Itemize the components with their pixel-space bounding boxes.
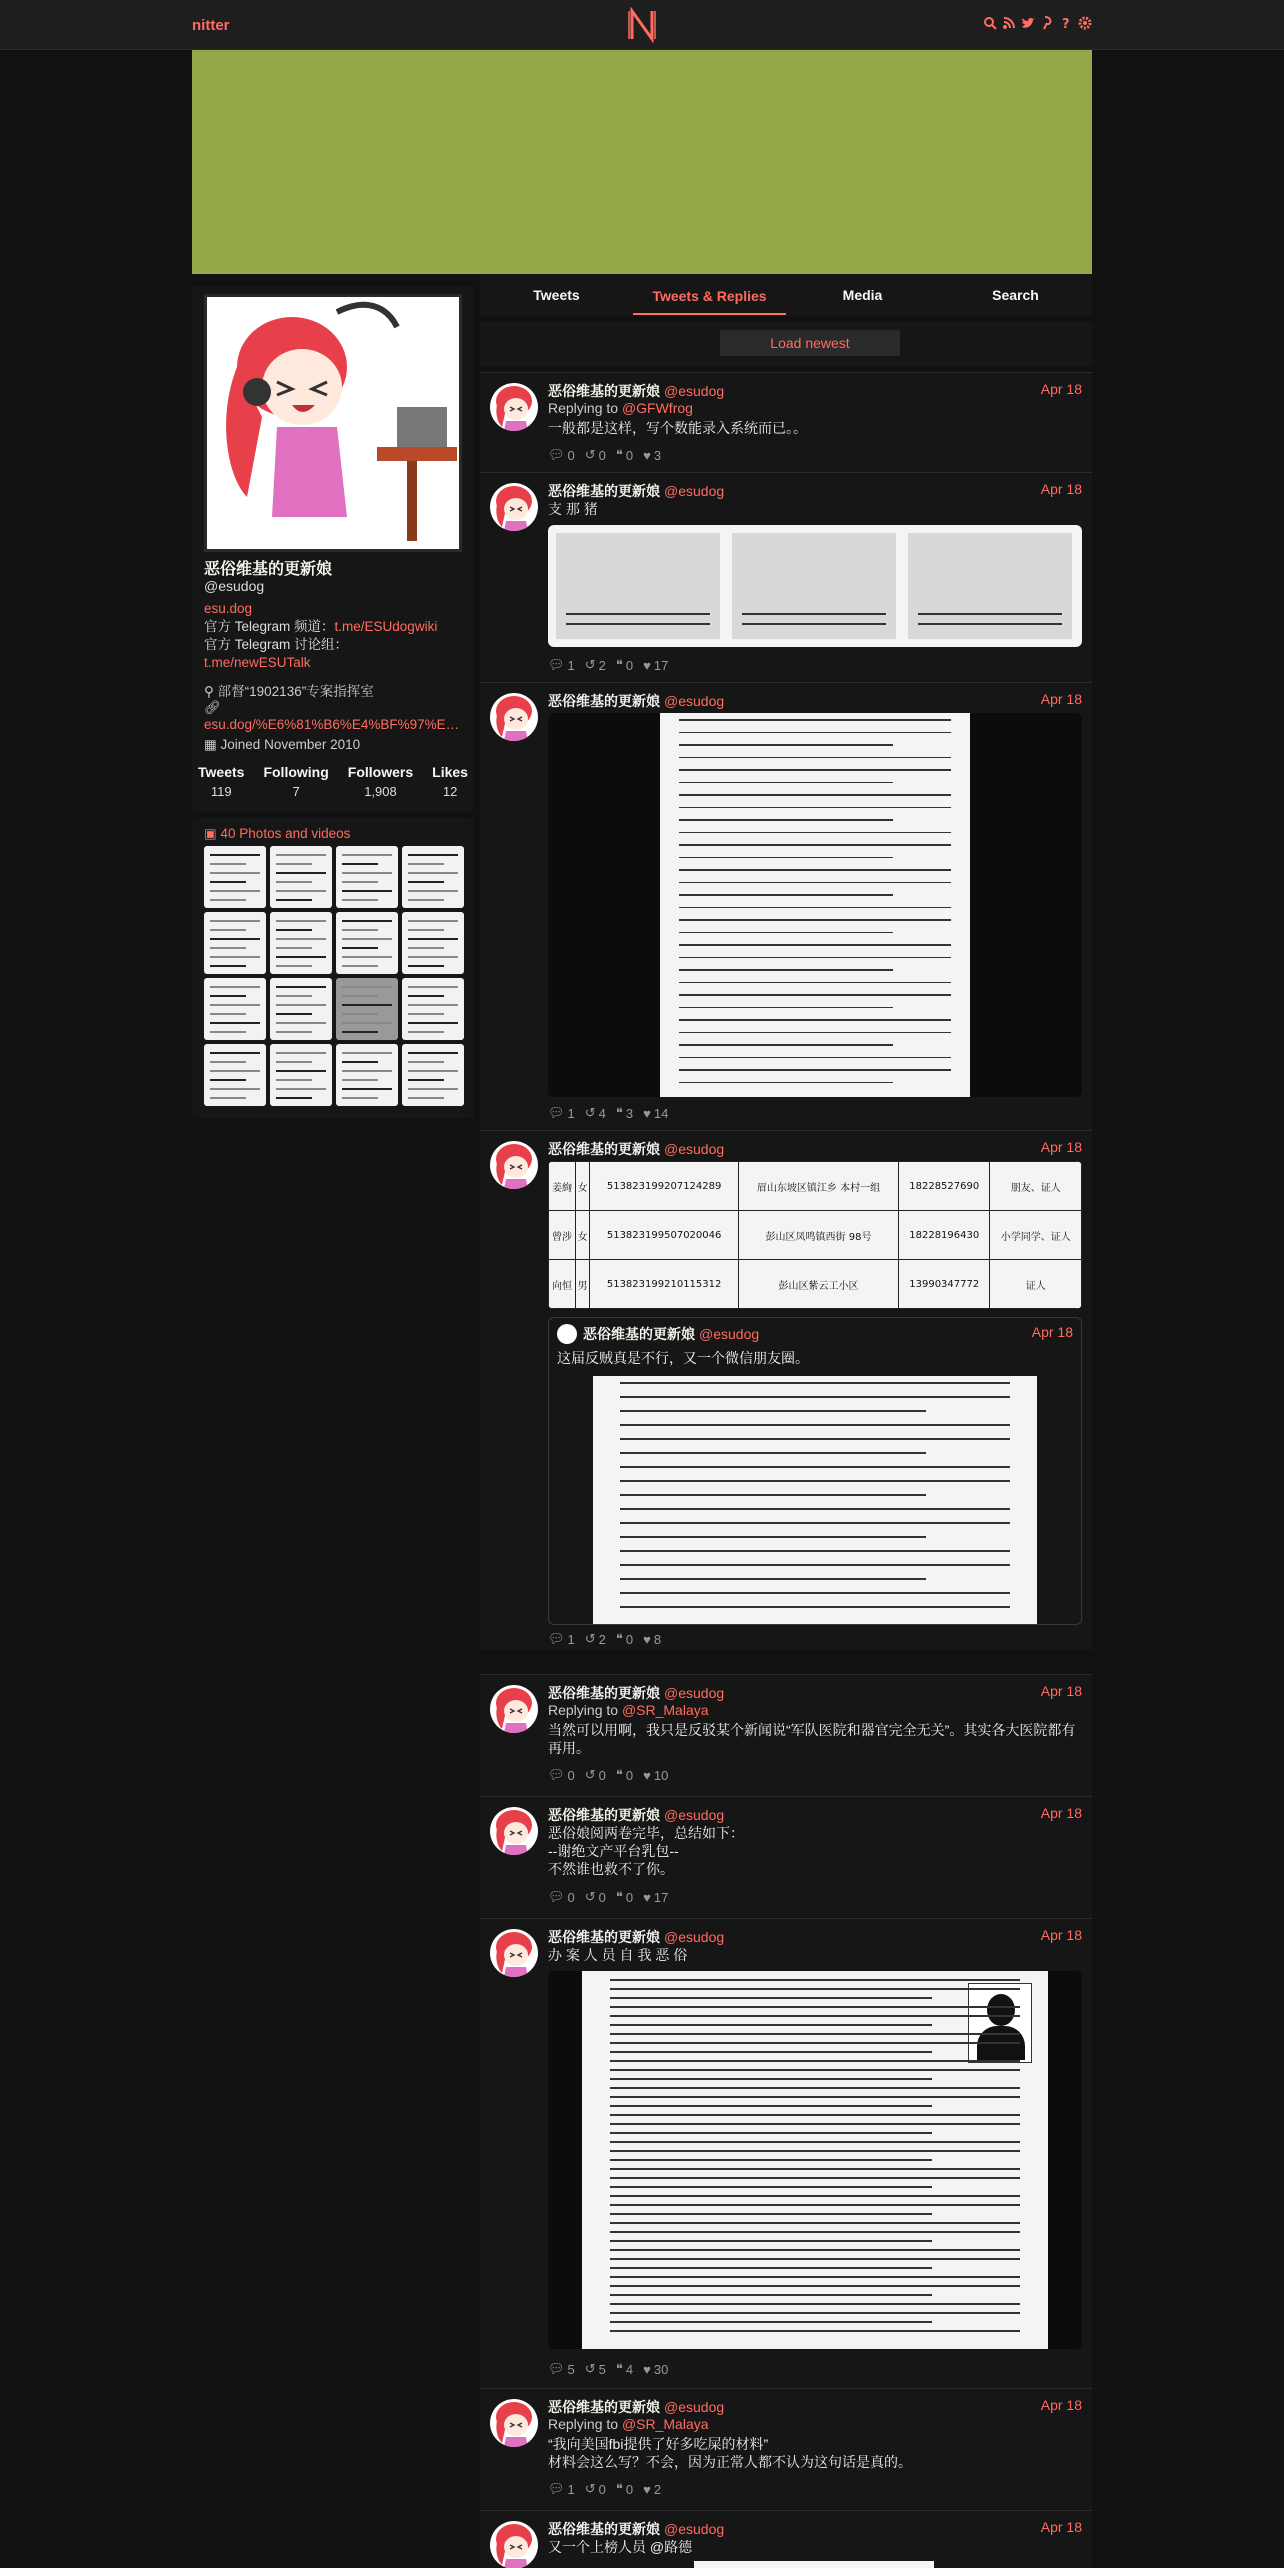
photo-thumbnail[interactable] [270, 978, 332, 1040]
table-cell: 女 [576, 1162, 590, 1211]
quote-count[interactable]: ❝ 0 [615, 2481, 634, 2497]
stat-likes[interactable] [432, 764, 468, 799]
tweet-text-line: 恶俗娘阅两卷完毕，总结如下： [548, 1825, 744, 1841]
author-name: 恶俗维基的更新娘 [548, 2521, 660, 2537]
id-card-image [732, 533, 896, 639]
replying-to [548, 1702, 709, 1718]
profile-banner[interactable] [192, 50, 1092, 274]
quote-count[interactable]: ❝ 3 [615, 1105, 634, 1121]
like-count[interactable]: ♥ 30 [643, 2361, 669, 2377]
tweet-image-handwritten[interactable] [548, 713, 1082, 1097]
profile-card [192, 286, 474, 812]
tweet[interactable] [480, 1674, 1092, 1796]
quote-count-value: 0 [625, 1767, 634, 1783]
photo-thumbnail[interactable] [270, 846, 332, 908]
like-count-value: 10 [653, 1767, 669, 1783]
bio-line1-text: 官方 Telegram 频道： [204, 619, 335, 634]
twitter-icon[interactable] [1021, 16, 1035, 30]
navbar [0, 0, 1284, 50]
replying-label: Replying to [548, 400, 622, 416]
retweet-count[interactable]: ↺ 0 [584, 2481, 606, 2497]
table-cell: 向恒 [549, 1260, 576, 1309]
tweet-date[interactable]: Apr 18 [1040, 1683, 1082, 1699]
tweet-text-line: --谢绝文产平台乳包-- [548, 1843, 679, 1859]
like-count[interactable]: ♥ 3 [643, 447, 662, 463]
load-newest-button[interactable]: Load newest [720, 330, 900, 356]
image-icon: ▣ [204, 826, 217, 841]
brand-link[interactable]: nitter [192, 17, 230, 34]
author-name: 恶俗维基的更新娘 [548, 1141, 660, 1157]
tweet-date[interactable]: Apr 18 [1040, 481, 1082, 497]
tweet-author[interactable] [548, 481, 724, 501]
tweet-stats [548, 657, 668, 673]
stat-value: 1,908 [364, 784, 397, 799]
tweet-avatar[interactable] [490, 383, 538, 431]
tweet-author[interactable] [548, 691, 724, 711]
author-name: 恶俗维基的更新娘 [548, 1807, 660, 1823]
reply-count[interactable]: 💬︎ 1 [548, 657, 575, 673]
tweet-avatar[interactable] [490, 1929, 538, 1977]
table-cell: 18228527690 [899, 1162, 990, 1211]
table-cell: 证人 [990, 1260, 1082, 1309]
profile-handle[interactable]: @esudog [204, 578, 265, 594]
author-handle: @esudog [699, 1326, 760, 1342]
photo-thumbnail[interactable] [402, 978, 464, 1040]
retweet-count-value: 0 [598, 1767, 606, 1783]
tweet[interactable] [480, 2510, 1092, 2568]
tweet-stats [548, 447, 661, 463]
tweet-text-line: “我向美国fbi提供了好多吃屎的材料” [548, 2436, 769, 2452]
author-handle: @esudog [664, 2399, 725, 2415]
quote-count-value: 3 [625, 1105, 634, 1121]
photo-thumbnail[interactable] [204, 1044, 266, 1106]
author-handle: @esudog [664, 1141, 725, 1157]
retweet-count[interactable]: ↺ 2 [584, 1631, 606, 1647]
tweet-date[interactable]: Apr 18 [1040, 381, 1082, 397]
tweet[interactable] [480, 1130, 1092, 1650]
reply-count-value: 0 [567, 1889, 575, 1905]
like-count-value: 14 [653, 1105, 669, 1121]
retweet-count-value: 2 [598, 1631, 606, 1647]
table-cell: 男 [576, 1260, 590, 1309]
photo-thumbnail[interactable] [270, 912, 332, 974]
author-name: 恶俗维基的更新娘 [548, 483, 660, 499]
pin-icon[interactable] [1040, 16, 1054, 30]
timeline-tabs [480, 274, 1092, 316]
tweet-text [548, 1824, 1082, 1878]
tweet-author[interactable] [548, 2397, 724, 2417]
photo-thumbnail[interactable] [204, 846, 266, 908]
like-count[interactable]: ♥ 10 [643, 1767, 669, 1783]
reply-count-value: 1 [567, 1105, 575, 1121]
id-card-image [556, 533, 720, 639]
like-count-value: 3 [653, 447, 662, 463]
rss-icon[interactable] [1002, 16, 1016, 30]
reply-handle[interactable]: @SR_Malaya [621, 1702, 709, 1718]
author-handle: @esudog [664, 693, 725, 709]
photo-thumbnail[interactable] [336, 846, 398, 908]
profile-location [204, 680, 466, 700]
quote-text: 这届反贼真是不行，又一个微信朋友圈。 [557, 1350, 809, 1366]
tweet-author[interactable] [548, 1805, 724, 1825]
tweet-text-line: 材料会这么写？不会，因为正常人都不认为这句话是真的。 [548, 2454, 912, 2470]
reply-count-value: 0 [567, 1767, 575, 1783]
reply-count[interactable]: 💬︎ 0 [548, 1767, 575, 1783]
reply-handle[interactable]: @GFWfrog [621, 400, 693, 416]
location-icon: ⚲ [204, 684, 214, 699]
table-row [549, 1162, 1082, 1211]
load-newest-bar [480, 322, 1092, 366]
table-cell: 姜絢 [549, 1162, 576, 1211]
table-cell: 513823199210115312 [590, 1260, 739, 1309]
reply-count[interactable]: 💬︎ 1 [548, 1105, 575, 1121]
retweet-count-value: 0 [598, 2481, 606, 2497]
search-icon[interactable] [983, 16, 997, 30]
link-icon: 🔗︎ [204, 700, 222, 715]
tweet-text-line: 不然谁也救不了你。 [548, 1861, 674, 1877]
tweet-text [548, 2435, 1082, 2471]
tweet-stats [548, 2481, 661, 2497]
reply-count[interactable]: 💬︎ 1 [548, 1631, 575, 1647]
author-handle: @esudog [664, 383, 725, 399]
tweet[interactable] [480, 2388, 1092, 2510]
profile-website[interactable]: esu.dog/%E6%81%B6%E4%BF%97%E… [204, 717, 460, 732]
tweet[interactable] [480, 1796, 1092, 1918]
reply-count[interactable]: 💬︎ 0 [548, 447, 575, 463]
tweet-text: 又一个上榜人员 @路德 [548, 2539, 693, 2555]
quote-author[interactable] [583, 1324, 759, 1344]
replying-label: Replying to [548, 2416, 622, 2432]
gear-icon[interactable] [1078, 16, 1092, 30]
photo-thumbnail[interactable] [204, 978, 266, 1040]
like-count-value: 17 [653, 1889, 669, 1905]
handwritten-document [660, 713, 970, 1097]
table-cell: 小学同学、证人 [990, 1211, 1082, 1260]
quote-document-image[interactable] [593, 1376, 1037, 1625]
bio-line2-text: 官方 Telegram 讨论组： [204, 637, 349, 652]
tweet[interactable] [480, 682, 1092, 1130]
quoted-tweet[interactable] [548, 1317, 1082, 1625]
quote-count-value: 4 [625, 2361, 634, 2377]
retweet-count[interactable]: ↺ 2 [584, 657, 606, 673]
tweet-image-id-cards[interactable] [548, 525, 1082, 647]
photo-rail-label: 40 Photos and videos [220, 826, 351, 841]
author-name: 恶俗维基的更新娘 [548, 693, 660, 709]
table-cell: 513823199507020046 [590, 1211, 739, 1260]
stat-label: Following [263, 764, 329, 780]
photo-thumbnail[interactable] [336, 1044, 398, 1106]
photo-rail [192, 818, 474, 1118]
table-cell: 彭山区凤鸣镇西街 98号 [739, 1211, 899, 1260]
table-row [549, 1260, 1082, 1309]
stat-followers[interactable] [348, 764, 413, 799]
tweet-image-witness-table[interactable] [548, 1161, 1082, 1309]
photo-grid [204, 846, 464, 1106]
stat-label: Tweets [198, 764, 245, 780]
tweet-date[interactable]: Apr 18 [1040, 691, 1082, 707]
tweet-author[interactable] [548, 381, 724, 401]
retweet-count-value: 0 [598, 447, 606, 463]
quote-count[interactable]: ❝ 0 [615, 447, 634, 463]
tweet-avatar[interactable] [490, 2521, 538, 2568]
table-cell: 女 [576, 1211, 590, 1260]
like-count-value: 2 [653, 2481, 662, 2497]
author-name: 恶俗维基的更新娘 [548, 383, 660, 399]
table-row [549, 1211, 1082, 1260]
table-cell: 513823199207124289 [590, 1162, 739, 1211]
svg-text:?: ? [1062, 17, 1070, 30]
profile-avatar[interactable] [204, 294, 462, 552]
like-count[interactable]: ♥ 17 [643, 657, 669, 673]
timeline [480, 274, 1092, 2568]
author-name: 恶俗维基的更新娘 [548, 2399, 660, 2415]
retweet-count[interactable]: ↺ 0 [584, 447, 606, 463]
tweet-date[interactable]: Apr 18 [1040, 2519, 1082, 2535]
photo-rail-title[interactable] [204, 826, 350, 842]
redacted-portrait [968, 1983, 1032, 2063]
id-card-image [908, 533, 1072, 639]
tweet-text: 支 那 猪 [548, 501, 598, 517]
tweet-avatar[interactable] [490, 483, 538, 531]
table-cell: 曾涉 [549, 1211, 576, 1260]
quote-count-value: 0 [625, 1631, 634, 1647]
reply-count-value: 0 [567, 447, 575, 463]
bio-link-channel[interactable]: t.me/ESUdogwiki [334, 619, 438, 634]
tweet-avatar[interactable] [490, 1685, 538, 1733]
author-name: 恶俗维基的更新娘 [548, 1929, 660, 1945]
quote-avatar[interactable] [557, 1324, 577, 1344]
like-count[interactable]: ♥ 17 [643, 1889, 669, 1905]
stat-following[interactable] [263, 764, 328, 799]
photo-thumbnail[interactable] [336, 912, 398, 974]
tab-search[interactable]: Search [992, 287, 1039, 303]
retweet-count-value: 4 [598, 1105, 606, 1121]
retweet-count-value: 5 [598, 2361, 606, 2377]
reply-count[interactable]: 💬︎ 0 [548, 1889, 575, 1905]
bio-link-site[interactable]: esu.dog [204, 601, 253, 616]
table-cell: 13990347772 [899, 1260, 990, 1309]
like-count[interactable]: ♥ 8 [643, 1631, 662, 1647]
tweet-author[interactable] [548, 1139, 724, 1159]
nav-icons [983, 16, 1092, 30]
tweet-stats [548, 2361, 668, 2377]
tweet-stats [548, 1105, 668, 1121]
help-icon[interactable] [1059, 16, 1073, 30]
tweet-image-partial[interactable] [694, 2561, 934, 2568]
author-handle: @esudog [664, 1685, 725, 1701]
retweet-count-value: 2 [598, 657, 606, 673]
table-cell: 朋友、证人 [990, 1162, 1082, 1211]
quote-date[interactable]: Apr 18 [1031, 1324, 1073, 1340]
quote-count[interactable]: ❝ 0 [615, 1889, 634, 1905]
reply-count[interactable]: 💬︎ 5 [548, 2361, 575, 2377]
reply-count[interactable]: 💬︎ 1 [548, 2481, 575, 2497]
reply-count-value: 1 [567, 2481, 575, 2497]
bio-link-group[interactable]: t.me/newESUTalk [204, 655, 311, 670]
retweet-count[interactable]: ↺ 5 [584, 2361, 606, 2377]
tweet-author[interactable] [548, 2519, 724, 2539]
like-count-value: 30 [653, 2361, 669, 2377]
stat-value: 7 [292, 784, 300, 799]
stat-label: Likes [432, 764, 468, 780]
tweet[interactable] [480, 472, 1092, 682]
location-text: 部督“1902136”专案指挥室 [217, 684, 374, 699]
tweet-avatar[interactable] [490, 1141, 538, 1189]
reply-count-value: 1 [567, 657, 575, 673]
tweet-date[interactable]: Apr 18 [1040, 2397, 1082, 2413]
table-cell: 18228196430 [899, 1211, 990, 1260]
profile-bio [204, 600, 466, 672]
retweet-count[interactable]: ↺ 0 [584, 1889, 606, 1905]
photo-thumbnail[interactable] [270, 1044, 332, 1106]
quote-count-value: 0 [625, 2481, 634, 2497]
author-handle: @esudog [664, 483, 725, 499]
photo-thumbnail[interactable] [402, 912, 464, 974]
witness-table [548, 1161, 1082, 1309]
reply-count-value: 5 [567, 2361, 575, 2377]
quote-count[interactable]: ❝ 0 [615, 657, 634, 673]
tweet-date[interactable]: Apr 18 [1040, 1805, 1082, 1821]
photo-thumbnail[interactable] [336, 978, 398, 1040]
tweet-author[interactable] [548, 1683, 724, 1703]
stat-label: Followers [347, 764, 414, 780]
tweet-text: 当然可以用啊，我只是反驳某个新闻说“军队医院和器官完全无关”。其实各大医院都有再用。 [548, 1722, 1076, 1756]
calendar-icon: ▦ [204, 737, 217, 752]
tweet[interactable] [480, 1918, 1092, 2388]
author-name: 恶俗维基的更新娘 [583, 1326, 695, 1342]
like-count-value: 17 [653, 657, 669, 673]
tweet-stats [548, 1767, 668, 1783]
reply-count-value: 1 [567, 1631, 575, 1647]
like-count[interactable]: ♥ 2 [643, 2481, 662, 2497]
quote-count[interactable]: ❝ 4 [615, 2361, 634, 2377]
stat-tweets[interactable] [198, 764, 244, 799]
tweet-image-case-form[interactable] [548, 1971, 1082, 2349]
case-form-document [582, 1971, 1048, 2349]
tweet-text: 办 案 人 员 自 我 恶 俗 [548, 1947, 688, 1963]
author-handle: @esudog [664, 1929, 725, 1945]
photo-thumbnail[interactable] [402, 846, 464, 908]
photo-thumbnail[interactable] [402, 1044, 464, 1106]
tab-tweets-replies[interactable]: Tweets & Replies [633, 275, 786, 315]
table-cell: 眉山东坡区镇江乡 本村一组 [739, 1162, 899, 1211]
tab-media[interactable]: Media [842, 287, 883, 303]
quote-count-value: 0 [625, 657, 634, 673]
tweet-avatar[interactable] [490, 1807, 538, 1855]
retweet-count[interactable]: ↺ 0 [584, 1767, 606, 1783]
quote-count-value: 0 [625, 1889, 634, 1905]
photo-thumbnail[interactable] [204, 912, 266, 974]
tweet-stats [548, 1889, 668, 1905]
retweet-count-value: 0 [598, 1889, 606, 1905]
tab-tweets[interactable]: Tweets [533, 287, 580, 303]
replying-to [548, 2416, 709, 2432]
quote-count[interactable]: ❝ 0 [615, 1767, 634, 1783]
like-count-value: 8 [653, 1631, 662, 1647]
profile-stats [198, 764, 468, 799]
table-cell: 彭山区紫云工小区 [739, 1260, 899, 1309]
like-count[interactable]: ♥ 14 [643, 1105, 669, 1121]
profile-name[interactable]: 恶俗维基的更新娘 [204, 561, 333, 578]
tweet-text: 一般都是这样，写个数能录入系统而已。。 [548, 420, 807, 436]
joined-text: Joined November 2010 [220, 737, 361, 752]
tweet-stats [548, 1631, 661, 1647]
author-handle: @esudog [664, 1807, 725, 1823]
replying-to [548, 400, 693, 416]
replying-label: Replying to [548, 1702, 622, 1718]
reply-handle[interactable]: @SR_Malaya [621, 2416, 709, 2432]
quote-count-value: 0 [625, 447, 634, 463]
author-handle: @esudog [664, 2521, 725, 2537]
quote-count[interactable]: ❝ 0 [615, 1631, 634, 1647]
tweet-date[interactable]: Apr 18 [1040, 1927, 1082, 1943]
tweet-avatar[interactable] [490, 693, 538, 741]
tweet[interactable] [480, 372, 1092, 472]
retweet-count[interactable]: ↺ 4 [584, 1105, 606, 1121]
nitter-logo[interactable] [624, 7, 660, 43]
tweet-author[interactable] [548, 1927, 724, 1947]
profile-website-icon-row [204, 700, 466, 716]
stat-value: 119 [210, 784, 232, 799]
author-name: 恶俗维基的更新娘 [548, 1685, 660, 1701]
tweet-date[interactable]: Apr 18 [1040, 1139, 1082, 1155]
profile-joined [204, 737, 466, 753]
tweet-avatar[interactable] [490, 2399, 538, 2447]
stat-value: 12 [442, 784, 458, 799]
